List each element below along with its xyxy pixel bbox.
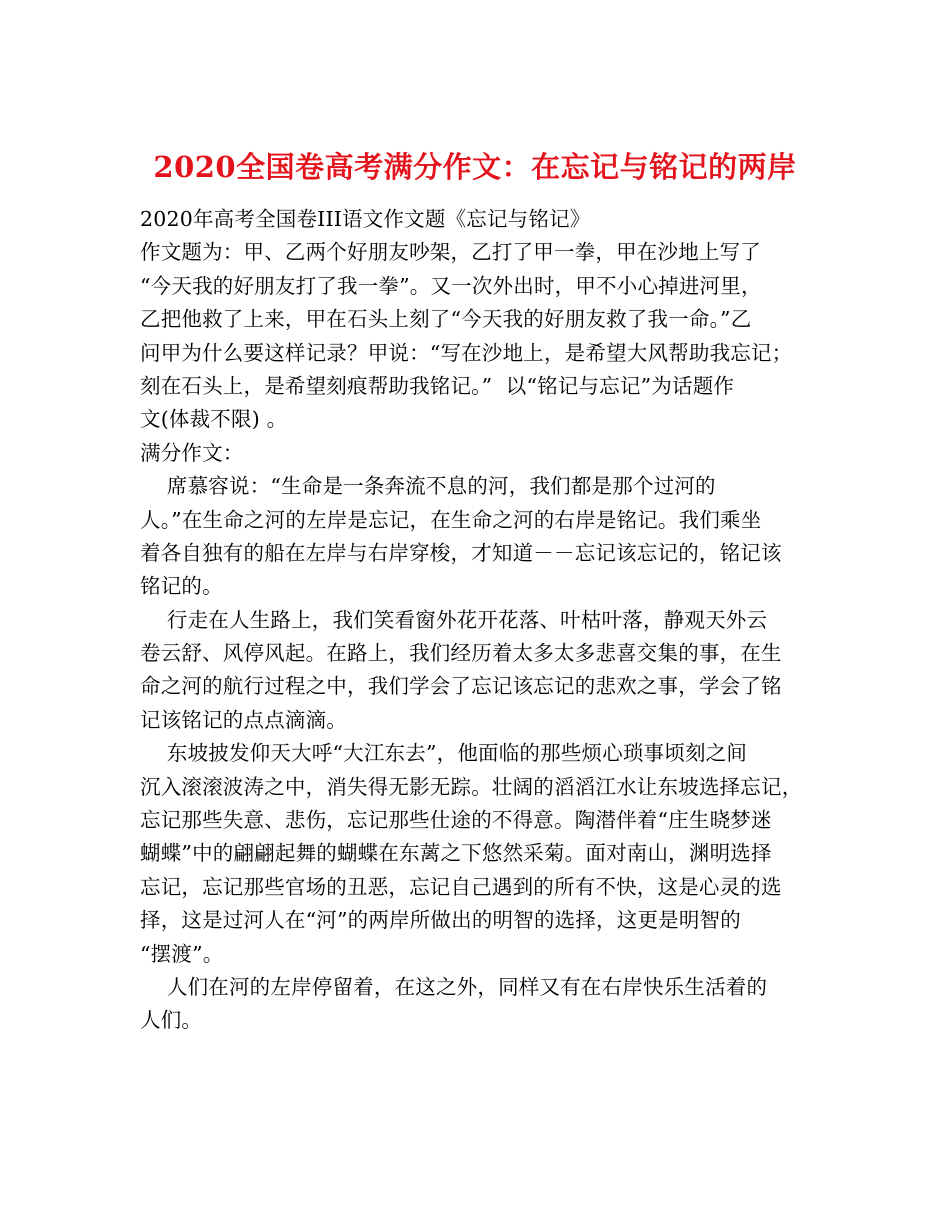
text-line: 人。”在生命之河的左岸是忘记，在生命之河的右岸是铭记。我们乘坐 (140, 507, 762, 532)
text-line: 作文题为：甲、乙两个好朋友吵架，乙打了甲一拳，甲在沙地上写了 (140, 240, 761, 265)
text-line: 问甲为什么要这样记录？甲说：“写在沙地上，是希望大风帮助我忘记； (140, 340, 793, 365)
text-line: 着各自独有的船在左岸与右岸穿梭，才知道－－忘记该忘记的，铭记该 (140, 540, 782, 565)
text-line: 卷云舒、风停风起。在路上，我们经历着太多太多悲喜交集的事，在生 (140, 641, 782, 666)
text-line: 蝴蝶”中的翩翩起舞的蝴蝶在东蓠之下悠然采菊。面对南山，渊明选择 (140, 841, 772, 866)
text-line: 刻在石头上，是希望刻痕帮助我铭记。” 以“铭记与忘记”为话题作 (140, 373, 735, 398)
text-line: 忘记那些失意、悲伤，忘记那些仕途的不得意。陶潜伴着“庄生晓梦迷 (140, 808, 772, 833)
text-line: 铭记的。 (140, 574, 223, 599)
text-line: 命之河的航行过程之中，我们学会了忘记该忘记的悲欢之事，学会了铭 (140, 674, 782, 699)
text-line: “摆渡”。 (140, 941, 224, 966)
text-line: “今天我的好朋友打了我一拳”。又一次外出时，甲不小心掉进河里， (140, 273, 762, 298)
text-line: 行走在人生路上，我们笑看窗外花开花落、叶枯叶落，静观天外云 (140, 607, 768, 632)
text-line: 人们。 (140, 1008, 203, 1033)
text-line: 记该铭记的点点滴滴。 (140, 707, 347, 732)
text-line: 忘记，忘记那些官场的丑恶，忘记自己遇到的所有不快，这是心灵的选 (140, 874, 782, 899)
text-line: 东坡披发仰天大呼“大江东去”，他面临的那些烦心琐事顷刻之间 (140, 741, 748, 766)
document-title: 2020全国卷高考满分作文：在忘记与铭记的两岸 (153, 150, 797, 185)
text-line: 沉入滚滚波涛之中，消失得无影无踪。壮阔的滔滔江水让东坡选择忘记， (140, 774, 803, 799)
text-line: 满分作文： (140, 440, 244, 465)
text-line: 文(体裁不限) 。 (140, 407, 288, 432)
text-line: 择，这是过河人在“河”的两岸所做出的明智的选择，这更是明智的 (140, 908, 741, 933)
text-line: 人们在河的左岸停留着，在这之外，同样又有在右岸快乐生活着的 (140, 974, 768, 999)
text-line: 2020年高考全国卷III语文作文题《忘记与铭记》 (140, 207, 591, 231)
document-body (140, 203, 840, 1038)
text-line: 席慕容说：“生命是一条奔流不息的河，我们都是那个过河的 (140, 474, 716, 499)
text-line: 乙把他救了上来，甲在石头上刻了“今天我的好朋友救了我一命。”乙 (140, 307, 752, 332)
